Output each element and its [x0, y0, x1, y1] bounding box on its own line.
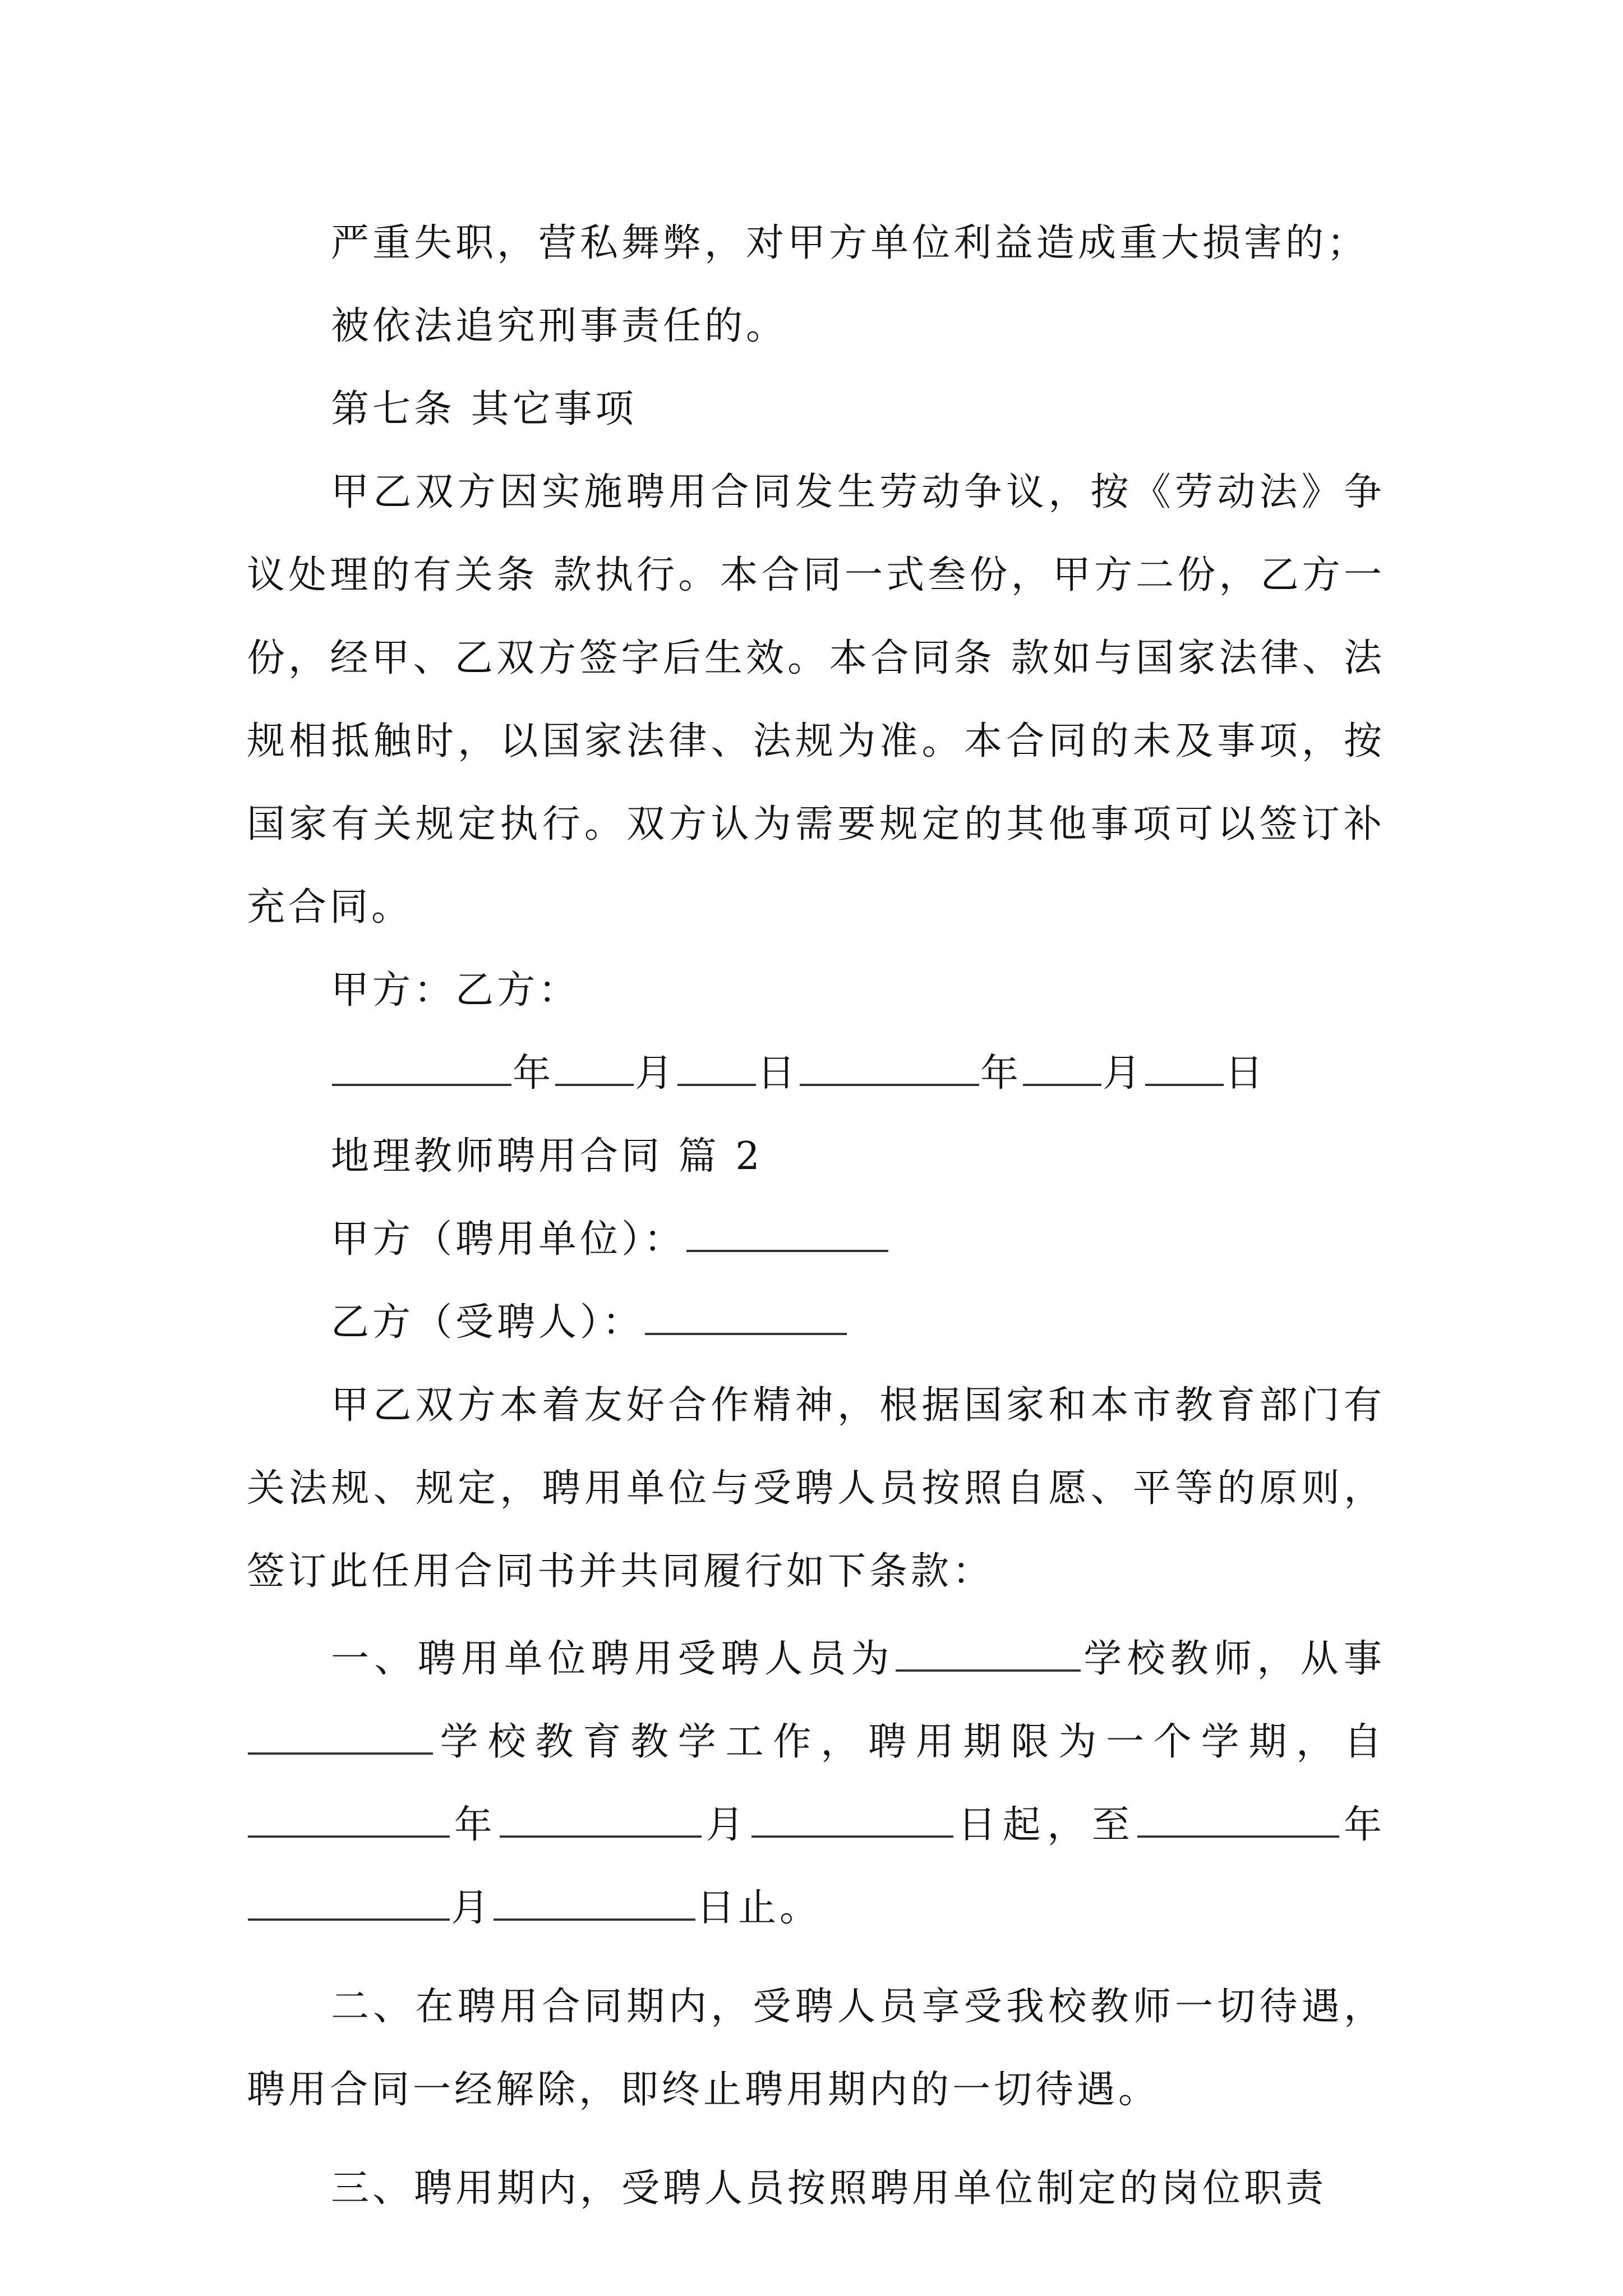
- date-year-label: 年: [513, 1051, 555, 1096]
- party-a-label: 甲方（聘用单位）：: [331, 1217, 686, 1262]
- blank-field: [686, 1221, 888, 1252]
- contract-title: 地理教师聘用合同 篇 2: [331, 1134, 763, 1179]
- clause-one-month-2: 月: [451, 1886, 493, 1930]
- date-year-label: 年: [980, 1051, 1022, 1096]
- clause-one-text: 一、聘用单位聘用受聘人员为: [331, 1637, 895, 1681]
- blank-field: [500, 1806, 702, 1838]
- party-b-line: [247, 1281, 1385, 1364]
- clause-one-year-2: 年: [1340, 1803, 1385, 1847]
- blank-field: [248, 1806, 450, 1838]
- blank-field: [248, 1723, 433, 1755]
- blank-field: [1023, 1055, 1101, 1086]
- blank-field: [645, 1304, 847, 1335]
- blank-field: [1137, 1806, 1339, 1838]
- clause-three: 三、聘用期内，受聘人员按照聘用单位制定的岗位职责: [331, 2166, 1327, 2211]
- blank-field: [896, 1640, 1081, 1672]
- date-month-label: 月: [635, 1051, 677, 1096]
- clause-one-month: 月: [703, 1803, 751, 1847]
- blank-field: [494, 1889, 695, 1921]
- paragraph-other-matters: 甲乙双方因实施聘用合同发生劳动争议，按《劳动法》争议处理的有关条 款执行。本合同一式叁份，甲方二份，乙方一份，经甲、乙双方签字后生效。本合同条 款如与国家法律、法规相抵触时，以国家法律、法规为准。本合同的未及事项，按国家有关规定执行。双方认为需要规定的其他事项可以签订补充合同。: [247, 470, 1385, 930]
- blank-field: [1145, 1055, 1224, 1086]
- date-line: [247, 1032, 1385, 1115]
- party-a-line: [247, 1198, 1385, 1281]
- party-b-label: 乙方（受聘人）：: [331, 1300, 644, 1345]
- date-month-label: 月: [1103, 1051, 1145, 1096]
- date-day-label: 日: [757, 1051, 799, 1096]
- text-line-criminal-liability: 被依法追究刑事责任的。: [331, 304, 788, 348]
- clause-one-end: 日止。: [697, 1886, 822, 1930]
- clause-two: 二、在聘用合同期内，受聘人员享受我校教师一切待遇，聘用合同一经解除，即终止聘用期内的一切待遇。: [247, 1985, 1385, 2112]
- clause-one-year: 年: [451, 1803, 499, 1847]
- paragraph-preamble: 甲乙双方本着友好合作精神，根据国家和本市教育部门有关法规、规定，聘用单位与受聘人员按照自愿、平等的原则，签订此任用合同书并共同履行如下条款：: [247, 1383, 1385, 1594]
- article-seven-heading: 第七条 其它事项: [331, 387, 637, 431]
- blank-field: [677, 1055, 756, 1086]
- blank-field: [332, 1055, 511, 1086]
- clause-one-text: 学校教育教学工作，聘用期限为一个学期，自: [434, 1720, 1385, 1764]
- clause-one-day-from: 日起，至: [955, 1803, 1137, 1847]
- blank-field: [555, 1055, 634, 1086]
- clause-one: [247, 1618, 1385, 1950]
- clause-one-text: 学校教师，从事: [1081, 1637, 1385, 1681]
- blank-field: [248, 1889, 450, 1921]
- blank-field: [751, 1806, 953, 1838]
- signature-line: 甲方：乙方：: [331, 968, 580, 1013]
- blank-field: [800, 1055, 979, 1086]
- document-body: [247, 202, 1385, 2230]
- date-day-label: 日: [1225, 1051, 1267, 1096]
- text-line-misconduct: 严重失职，营私舞弊，对甲方单位利益造成重大损害的；: [331, 221, 1369, 265]
